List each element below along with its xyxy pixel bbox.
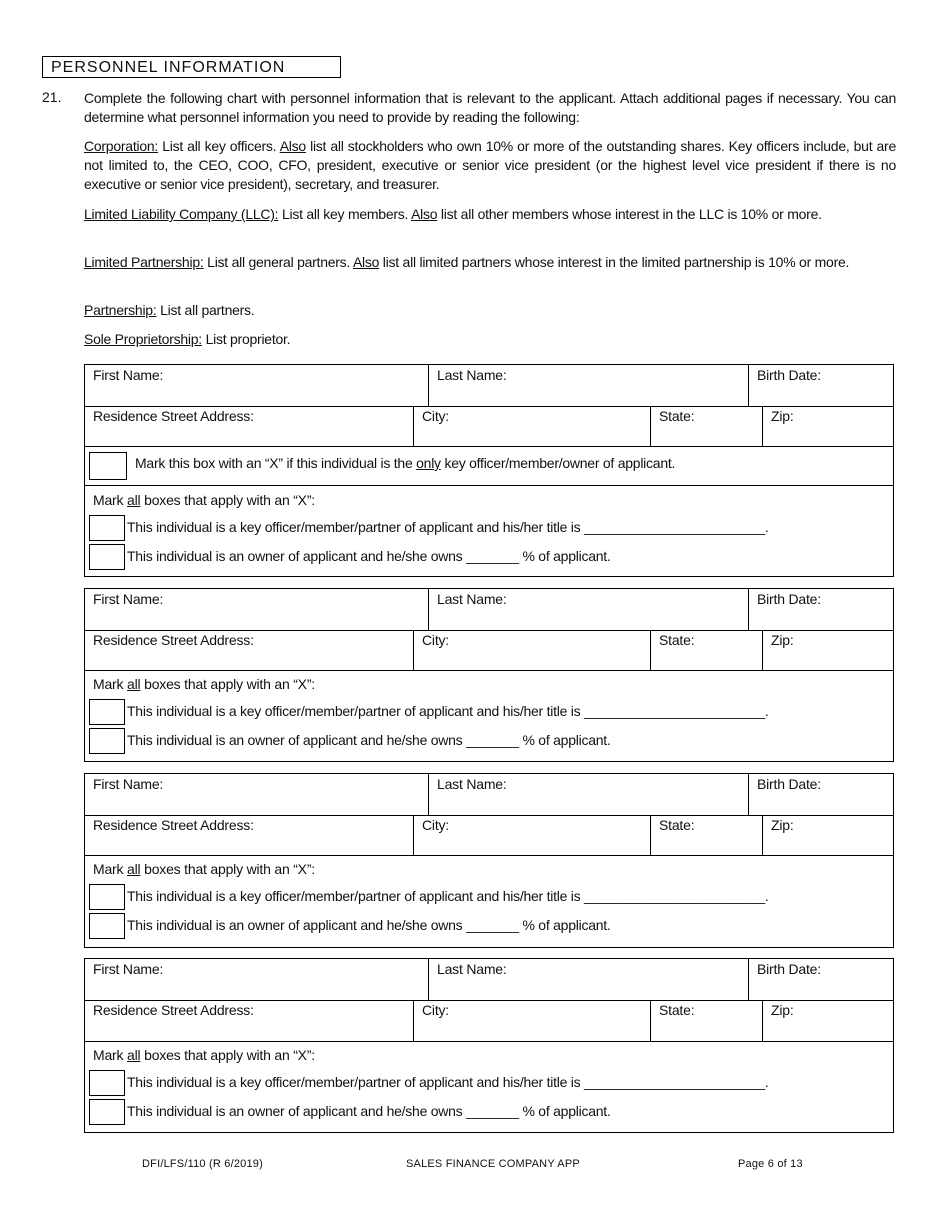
- mark-all-instruction: [93, 676, 315, 692]
- mark-all-instruction: [93, 1047, 315, 1063]
- question-intro: Complete the following chart with personnel information that is relevant to the applicant. Attach additional pages if necessary. You can determine what personnel information you need to provide by reading the following:: [84, 90, 896, 125]
- city-field[interactable]: [413, 1000, 650, 1041]
- mark-all-all: all: [127, 492, 141, 508]
- mark-all-area: [85, 670, 893, 762]
- sole-proprietorship-paragraph: [84, 330, 896, 349]
- owner-checkbox[interactable]: [89, 544, 125, 570]
- only-owner-text-only: only: [416, 455, 441, 471]
- state-label: State:: [659, 1002, 695, 1018]
- city-label: City:: [422, 1002, 450, 1018]
- zip-label: Zip:: [771, 1002, 794, 1018]
- corporation-label: Corporation:: [84, 138, 159, 154]
- key-officer-checkbox[interactable]: [89, 1070, 125, 1096]
- section-title: PERSONNEL INFORMATION: [42, 56, 341, 78]
- corporation-text-2: list all stockholders who own 10% or more of the outstanding shares. Key officers include, but are not limited to, the CEO, COO, CFO, president, executive or senior vice president (or the highest level vice president if there is no executive or senior vice president), secretary, and treasurer.: [84, 138, 897, 192]
- city-label: City:: [422, 817, 450, 833]
- birth-date-field[interactable]: [748, 959, 893, 1000]
- state-field[interactable]: [650, 815, 762, 855]
- name-row: [85, 589, 893, 631]
- mark-all-instruction: [93, 492, 315, 508]
- zip-label: Zip:: [771, 817, 794, 833]
- birth-date-label: Birth Date:: [757, 367, 821, 383]
- first-name-label: First Name:: [93, 776, 164, 792]
- state-label: State:: [659, 408, 695, 424]
- zip-label: Zip:: [771, 632, 794, 648]
- sole-text: List proprietor.: [201, 331, 291, 347]
- partnership-label: Partnership:: [84, 302, 157, 318]
- first-name-field[interactable]: [85, 774, 428, 815]
- birth-date-field[interactable]: [748, 589, 893, 630]
- first-name-field[interactable]: [85, 959, 428, 1000]
- key-officer-text: This individual is a key officer/member/partner of applicant and his/her title is ________________________.: [127, 888, 769, 904]
- name-row: [85, 774, 893, 816]
- mark-all-area: [85, 1041, 893, 1132]
- partnership-paragraph: [84, 301, 896, 320]
- owner-text: This individual is an owner of applicant and he/she owns _______ % of applicant.: [127, 732, 611, 748]
- owner-checkbox[interactable]: [89, 913, 125, 939]
- street-address-field[interactable]: [85, 815, 413, 855]
- only-owner-text-pre: Mark this box with an “X” if this individual is the: [135, 455, 417, 471]
- mark-all-pre: Mark: [93, 676, 128, 692]
- mark-all-post: boxes that apply with an “X”:: [140, 676, 315, 692]
- mark-all-post: boxes that apply with an “X”:: [140, 1047, 315, 1063]
- owner-checkbox[interactable]: [89, 728, 125, 754]
- corporation-text-1: List all key officers.: [158, 138, 280, 154]
- key-officer-text: This individual is a key officer/member/partner of applicant and his/her title is ________________________.: [127, 519, 769, 535]
- last-name-label: Last Name:: [437, 776, 507, 792]
- zip-label: Zip:: [771, 408, 794, 424]
- owner-text: This individual is an owner of applicant and he/she owns _______ % of applicant.: [127, 1103, 611, 1119]
- city-field[interactable]: [413, 406, 650, 446]
- state-field[interactable]: [650, 1000, 762, 1041]
- lp-text-2: list all limited partners whose interest in the limited partnership is 10% or more.: [379, 254, 850, 270]
- mark-all-all: all: [127, 676, 141, 692]
- zip-field[interactable]: [762, 815, 893, 855]
- key-officer-checkbox[interactable]: [89, 699, 125, 725]
- city-field[interactable]: [413, 815, 650, 855]
- mark-all-pre: Mark: [93, 861, 128, 877]
- llc-paragraph: [84, 205, 896, 224]
- address-row: [85, 1000, 893, 1042]
- last-name-field[interactable]: [428, 959, 748, 1000]
- city-field[interactable]: [413, 630, 650, 670]
- street-address-label: Residence Street Address:: [93, 632, 254, 648]
- street-address-label: Residence Street Address:: [93, 408, 254, 424]
- street-address-field[interactable]: [85, 1000, 413, 1041]
- footer-page-number: Page 6 of 13: [738, 1158, 803, 1170]
- partnership-text: List all partners.: [156, 302, 255, 318]
- last-name-field[interactable]: [428, 774, 748, 815]
- mark-all-pre: Mark: [93, 492, 128, 508]
- first-name-field[interactable]: [85, 365, 428, 406]
- lp-paragraph: [84, 253, 896, 272]
- key-officer-checkbox[interactable]: [89, 884, 125, 910]
- last-name-field[interactable]: [428, 365, 748, 406]
- personnel-block-3: [84, 773, 894, 948]
- key-officer-text: This individual is a key officer/member/partner of applicant and his/her title is ________________________.: [127, 703, 769, 719]
- state-field[interactable]: [650, 406, 762, 446]
- only-owner-text-post: key officer/member/owner of applicant.: [440, 455, 676, 471]
- birth-date-field[interactable]: [748, 365, 893, 406]
- address-row: [85, 406, 893, 447]
- lp-label: Limited Partnership:: [84, 254, 204, 270]
- last-name-label: Last Name:: [437, 367, 507, 383]
- llc-label: Limited Liability Company (LLC):: [84, 206, 279, 222]
- corporation-paragraph: [84, 137, 896, 194]
- llc-text-2: list all other members whose interest in the LLC is 10% or more.: [437, 206, 822, 222]
- street-address-field[interactable]: [85, 406, 413, 446]
- name-row: [85, 365, 893, 407]
- llc-text-1: List all key members.: [278, 206, 412, 222]
- owner-checkbox[interactable]: [89, 1099, 125, 1125]
- last-name-field[interactable]: [428, 589, 748, 630]
- footer-form-id: DFI/LFS/110 (R 6/2019): [142, 1158, 263, 1170]
- owner-text: This individual is an owner of applicant and he/she owns _______ % of applicant.: [127, 917, 611, 933]
- zip-field[interactable]: [762, 406, 893, 446]
- street-address-label: Residence Street Address:: [93, 1002, 254, 1018]
- last-name-label: Last Name:: [437, 591, 507, 607]
- city-label: City:: [422, 408, 450, 424]
- street-address-field[interactable]: [85, 630, 413, 670]
- owner-text: This individual is an owner of applicant and he/she owns _______ % of applicant.: [127, 548, 611, 564]
- birth-date-label: Birth Date:: [757, 591, 821, 607]
- mark-all-area: [85, 855, 893, 947]
- mark-all-area: [85, 486, 893, 576]
- only-owner-checkbox[interactable]: [89, 452, 127, 480]
- key-officer-text: This individual is a key officer/member/partner of applicant and his/her title is ________________________.: [127, 1074, 769, 1090]
- first-name-label: First Name:: [93, 961, 164, 977]
- address-row: [85, 630, 893, 671]
- city-label: City:: [422, 632, 450, 648]
- first-name-field[interactable]: [85, 589, 428, 630]
- mark-all-post: boxes that apply with an “X”:: [140, 492, 315, 508]
- first-name-label: First Name:: [93, 591, 164, 607]
- mark-all-pre: Mark: [93, 1047, 128, 1063]
- mark-all-all: all: [127, 861, 141, 877]
- last-name-label: Last Name:: [437, 961, 507, 977]
- only-owner-text: [135, 455, 675, 471]
- name-row: [85, 959, 893, 1001]
- birth-date-label: Birth Date:: [757, 961, 821, 977]
- mark-all-post: boxes that apply with an “X”:: [140, 861, 315, 877]
- zip-field[interactable]: [762, 630, 893, 670]
- question-number: 21.: [42, 89, 62, 105]
- state-label: State:: [659, 632, 695, 648]
- state-field[interactable]: [650, 630, 762, 670]
- birth-date-label: Birth Date:: [757, 776, 821, 792]
- mark-all-instruction: [93, 861, 315, 877]
- sole-label: Sole Proprietorship:: [84, 331, 202, 347]
- address-row: [85, 815, 893, 856]
- personnel-block-4: [84, 958, 894, 1133]
- lp-also: Also: [352, 254, 380, 270]
- first-name-label: First Name:: [93, 367, 164, 383]
- mark-all-all: all: [127, 1047, 141, 1063]
- key-officer-checkbox[interactable]: [89, 515, 125, 541]
- state-label: State:: [659, 817, 695, 833]
- llc-also: Also: [411, 206, 438, 222]
- personnel-block-1: [84, 364, 894, 577]
- birth-date-field[interactable]: [748, 774, 893, 815]
- street-address-label: Residence Street Address:: [93, 817, 254, 833]
- personnel-block-2: [84, 588, 894, 762]
- only-owner-row: [85, 446, 893, 486]
- zip-field[interactable]: [762, 1000, 893, 1041]
- lp-text-1: List all general partners.: [203, 254, 353, 270]
- footer-title: SALES FINANCE COMPANY APP: [406, 1158, 580, 1170]
- corporation-also: Also: [279, 138, 306, 154]
